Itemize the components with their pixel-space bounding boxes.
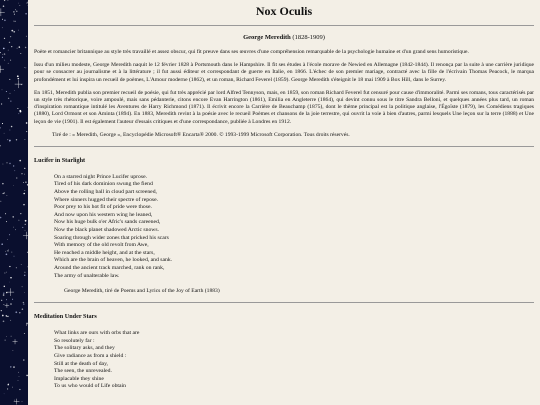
star-dot bbox=[9, 266, 10, 267]
star-dot bbox=[16, 139, 17, 140]
star-dot bbox=[11, 30, 13, 32]
star-dot bbox=[0, 201, 1, 202]
poem-line: He reached a middle height, and at the stars, bbox=[54, 249, 155, 256]
star-dot bbox=[2, 183, 4, 185]
star-dot bbox=[9, 282, 10, 283]
star-dot bbox=[13, 185, 14, 186]
poem-line: Around the ancient track marched, rank on rank, bbox=[54, 264, 165, 271]
star-dot bbox=[10, 277, 11, 278]
star-dot bbox=[17, 108, 18, 109]
star-dot bbox=[19, 389, 20, 390]
star-dot bbox=[13, 350, 14, 351]
star-dot bbox=[19, 110, 21, 112]
star-dot bbox=[3, 304, 4, 305]
star-dot bbox=[23, 193, 25, 195]
star-dot bbox=[6, 253, 8, 255]
star-dot bbox=[11, 252, 12, 253]
star-dot bbox=[23, 304, 24, 305]
sparkle-star bbox=[13, 339, 18, 344]
star-dot bbox=[23, 204, 25, 206]
star-dot bbox=[24, 292, 25, 293]
star-dot bbox=[0, 52, 1, 53]
poem-line: Still at the death of day, bbox=[54, 360, 108, 367]
star-dot bbox=[4, 286, 5, 287]
star-dot bbox=[8, 98, 9, 99]
star-dot bbox=[14, 170, 15, 171]
sparkle-star bbox=[23, 232, 28, 239]
star-dot bbox=[22, 286, 23, 287]
star-dot bbox=[2, 19, 3, 20]
star-dot bbox=[25, 13, 27, 15]
poem-line: With memory of the old revolt from Awe, bbox=[54, 242, 149, 249]
star-dot bbox=[7, 388, 8, 389]
star-dot bbox=[1, 310, 2, 311]
star-dot bbox=[3, 48, 5, 50]
star-dot bbox=[2, 54, 3, 55]
star-dot bbox=[7, 251, 8, 252]
star-dot bbox=[25, 230, 26, 231]
star-dot bbox=[2, 164, 3, 165]
star-dot bbox=[3, 193, 4, 194]
star-dot bbox=[24, 168, 25, 169]
star-dot bbox=[22, 401, 23, 402]
poem-line: Poor prey to his hot fit of pride were those. bbox=[54, 204, 152, 211]
star-dot bbox=[21, 173, 22, 174]
star-dot bbox=[7, 195, 8, 196]
star-dot bbox=[9, 42, 10, 43]
star-dot bbox=[9, 234, 10, 235]
star-dot bbox=[6, 336, 7, 337]
star-dot bbox=[3, 5, 5, 7]
star-dot bbox=[12, 387, 13, 388]
star-dot bbox=[26, 36, 27, 37]
star-dot bbox=[11, 46, 12, 47]
poem-line: The solitary asks, and they bbox=[54, 345, 115, 352]
star-dot bbox=[18, 30, 19, 31]
author-dates: (1828-1909) bbox=[290, 34, 325, 41]
star-dot bbox=[4, 192, 5, 193]
poem-line: On a starred night Prince Lucifer uprose. bbox=[54, 173, 148, 180]
star-dot bbox=[5, 251, 6, 252]
star-dot bbox=[26, 131, 27, 132]
star-dot bbox=[24, 174, 25, 175]
star-dot bbox=[15, 9, 16, 10]
star-dot bbox=[8, 50, 9, 51]
star-dot bbox=[16, 177, 17, 178]
poem-line: The seen, the unrevealed. bbox=[54, 368, 112, 375]
star-dot bbox=[18, 380, 19, 381]
star-dot bbox=[13, 366, 14, 367]
poem-line: And now upon his western wing he leaned, bbox=[54, 211, 153, 218]
star-dot bbox=[26, 375, 28, 377]
star-dot bbox=[18, 372, 19, 373]
star-dot bbox=[13, 11, 14, 12]
star-dot bbox=[24, 272, 25, 273]
poem-line: Give radiance as from a shield : bbox=[54, 352, 127, 359]
star-dot bbox=[10, 101, 11, 102]
star-dot bbox=[15, 311, 17, 313]
star-dot bbox=[27, 2, 28, 3]
star-dot bbox=[12, 216, 13, 217]
star-dot bbox=[9, 163, 10, 164]
author-name: George Meredith bbox=[243, 34, 291, 41]
star-dot bbox=[19, 160, 21, 162]
sparkle-star bbox=[5, 303, 9, 307]
star-dot bbox=[16, 11, 17, 12]
star-dot bbox=[0, 217, 1, 219]
star-dot bbox=[2, 57, 3, 58]
star-dot bbox=[4, 60, 5, 61]
star-dot bbox=[6, 221, 7, 222]
star-dot bbox=[18, 220, 19, 221]
star-dot bbox=[8, 63, 9, 64]
star-dot bbox=[26, 122, 28, 124]
star-dot bbox=[6, 315, 7, 316]
star-dot bbox=[23, 302, 24, 303]
poem-line: So resolutely far : bbox=[54, 337, 95, 344]
star-dot bbox=[15, 21, 16, 22]
star-dot bbox=[4, 53, 6, 55]
star-dot bbox=[13, 31, 15, 33]
bio-paragraph: Issu d'un milieu modeste, George Meredith naquit le 12 février 1828 à Portsmouth dans le Hampshire. Il fit ses études à l'école morave de Newied en Allemagne (1842-1844). Il renonça par la suite à une carrière juridique pour se consacrer au journalisme et à la littérature ; il fut aussi éditeur et correspondant de guerre en Italie, en 1866. L'échec de son premier mariage, contracté avec la fille de l'écrivain Thomas Peacock, le marqua profondément et lui inspira un recueil de poèmes, L'Amour moderne (1862), et un roman, Richard Feverel (1859). George Meredith s'éteignit le 18 mai 1909 à Box Hill, dans le Surrey. bbox=[34, 62, 534, 83]
star-dot bbox=[22, 308, 24, 310]
star-dot bbox=[23, 182, 24, 183]
poem-line: Now his huge bulk o'er Afric's sands careened, bbox=[54, 219, 161, 226]
star-dot bbox=[3, 293, 4, 294]
star-dot bbox=[15, 229, 16, 230]
star-dot bbox=[27, 266, 28, 267]
star-dot bbox=[1, 300, 2, 301]
star-dot bbox=[19, 46, 20, 47]
star-dot bbox=[4, 38, 5, 39]
star-dot bbox=[25, 47, 26, 48]
divider bbox=[34, 146, 534, 147]
star-dot bbox=[24, 275, 25, 276]
poem-meditation-under-stars bbox=[54, 330, 534, 391]
star-dot bbox=[4, 393, 5, 394]
star-dot bbox=[3, 320, 5, 322]
star-dot bbox=[5, 213, 6, 214]
poem-line: Implacable they shine bbox=[54, 375, 104, 382]
star-dot bbox=[14, 90, 15, 91]
star-dot bbox=[2, 89, 3, 90]
bio-paragraph: En 1851, Meredith publia son premier recueil de poésie, qui fut très apprécié par lord Alfred Tennyson, mais, en 1859, son roman Richard Feverel fut censuré pour cause d'immoralité. Parmi ses romans, tous caractérisés par un style très rhétorique, voire ampoulé, mais sans pédanterie, citons encore Evan Harrington (1861), Emilia en Angleterre (1864), qui devint connu sous le titre Sandra Belloni, et quelques années plus tard, un roman d'inspiration romantique intitulé les Aventures de Harry Richmond (1871). Il écrivit encore la Carrière de Beauchamp (1875), dont le thème principal est la politique anglaise, l'Égoïste (1879), les Comédiens tragiques (1880), Lord Ormont et son Aminta (1894). En 1883, Meredith revint à la poésie avec le recueil Poèmes et chansons de la joie terrestre, qui ouvrit la voie à bien d'autres, parmi lesquels Une leçon sur la terre (1888) et Une leçon de vie (1901). Il est également l'auteur d'essais critiques et d'une correspondance, publiée à Londres en 1912. bbox=[34, 89, 534, 125]
star-dot bbox=[27, 184, 28, 186]
poem-title: Lucifer in Starlight bbox=[34, 156, 86, 164]
star-dot bbox=[24, 333, 25, 334]
sparkle-star bbox=[15, 80, 23, 88]
star-dot bbox=[24, 139, 25, 140]
star-dot bbox=[0, 127, 1, 128]
poem-line: Now the black planet shadowed Arctic snows. bbox=[54, 226, 160, 233]
star-dot bbox=[24, 190, 25, 191]
star-dot bbox=[7, 139, 8, 140]
star-dot bbox=[20, 53, 21, 54]
sparkle-star bbox=[14, 399, 20, 405]
bio-heading bbox=[34, 34, 534, 41]
star-dot bbox=[1, 243, 3, 245]
star-dot bbox=[8, 249, 9, 250]
page-content bbox=[34, 0, 534, 405]
poem-line: What links are ours with orbs that are bbox=[54, 330, 140, 337]
star-dot bbox=[0, 145, 1, 146]
star-dot bbox=[5, 340, 6, 341]
starfield-background bbox=[0, 0, 28, 405]
star-dot bbox=[10, 36, 11, 37]
star-dot bbox=[4, 273, 5, 274]
star-dot bbox=[4, 133, 5, 134]
poem-line: Which are the brain of heaven, he looked, and sank. bbox=[54, 257, 173, 264]
star-dot bbox=[14, 256, 15, 257]
star-dot bbox=[11, 126, 13, 128]
star-dot bbox=[6, 91, 7, 92]
star-dot bbox=[10, 320, 11, 321]
star-dot bbox=[4, 19, 6, 21]
star-dot bbox=[14, 400, 15, 401]
star-dot bbox=[6, 162, 7, 163]
star-dot bbox=[25, 224, 26, 225]
poem-lucifer-in-starlight bbox=[54, 174, 534, 280]
star-dot bbox=[25, 181, 27, 183]
star-dot bbox=[11, 336, 12, 337]
stars-decoration bbox=[0, 0, 28, 405]
star-dot bbox=[7, 250, 8, 251]
sparkle-star bbox=[0, 8, 5, 16]
star-dot bbox=[2, 27, 3, 28]
star-dot bbox=[25, 67, 26, 68]
star-dot bbox=[4, 0, 5, 1]
star-dot bbox=[10, 366, 11, 367]
source-citation: Tiré de : « Meredith, George », Encyclopédie Microsoft® Encarta® 2000. © 1993-1999 Microsoft Corporation. Tous droits réservés. bbox=[52, 131, 350, 138]
star-dot bbox=[1, 103, 2, 104]
star-dot bbox=[16, 267, 17, 268]
star-dot bbox=[18, 78, 20, 80]
star-dot bbox=[18, 3, 19, 4]
star-dot bbox=[26, 3, 27, 4]
star-dot bbox=[19, 5, 20, 6]
page-title: Nox Oculis bbox=[255, 4, 313, 18]
star-dot bbox=[7, 384, 9, 386]
star-dot bbox=[10, 60, 11, 61]
divider bbox=[34, 25, 534, 26]
poem-line: To us who would of Life obtain bbox=[54, 383, 126, 390]
star-dot bbox=[17, 75, 19, 77]
star-dot bbox=[9, 79, 10, 80]
star-dot bbox=[21, 264, 22, 265]
poem-line: Where sinners hugged their spectre of repose. bbox=[54, 196, 159, 203]
star-dot bbox=[6, 272, 7, 273]
star-dot bbox=[17, 48, 18, 49]
star-dot bbox=[13, 165, 14, 166]
star-dot bbox=[13, 227, 14, 228]
star-dot bbox=[10, 93, 11, 94]
sparkle-star bbox=[0, 66, 4, 73]
star-dot bbox=[7, 0, 8, 1]
star-dot bbox=[13, 21, 14, 22]
star-dot bbox=[14, 14, 15, 15]
star-dot bbox=[19, 312, 20, 313]
star-dot bbox=[18, 113, 19, 114]
star-dot bbox=[3, 294, 5, 296]
star-dot bbox=[10, 303, 12, 305]
poem-citation: George Meredith, tiré de Poems and Lyrics of the Joy of Earth (1883) bbox=[64, 288, 220, 295]
star-dot bbox=[25, 220, 27, 222]
poem-line: Above the rolling ball in cloud part screened, bbox=[54, 189, 157, 196]
poem-title: Meditation Under Stars bbox=[34, 313, 97, 321]
star-dot bbox=[2, 123, 3, 124]
poem-line: Tired of his dark dominion swung the fiend bbox=[54, 181, 153, 188]
poem-line: Soaring through wider zones that pricked his scars bbox=[54, 234, 169, 241]
star-dot bbox=[27, 107, 28, 108]
star-dot bbox=[22, 227, 23, 228]
star-dot bbox=[7, 316, 8, 317]
sparkle-star bbox=[6, 288, 14, 296]
star-dot bbox=[12, 299, 13, 300]
star-dot bbox=[6, 299, 7, 300]
star-dot bbox=[10, 130, 11, 131]
star-dot bbox=[19, 376, 20, 377]
bio-paragraph: Poète et romancier britannique au style très travaillé et assez obscur, qui fit preuve dans ses œuvres d'une compréhension remarquable de la psychologie humaine et d'un grand sens humoristique. bbox=[34, 49, 469, 55]
star-dot bbox=[26, 323, 28, 325]
star-dot bbox=[23, 359, 25, 361]
poem-line: The army of unalterable law. bbox=[54, 272, 120, 279]
star-dot bbox=[24, 67, 25, 68]
star-dot bbox=[26, 325, 27, 326]
star-dot bbox=[20, 213, 21, 214]
star-dot bbox=[7, 239, 8, 240]
divider bbox=[34, 302, 534, 303]
star-dot bbox=[2, 315, 4, 317]
star-dot bbox=[9, 141, 10, 142]
star-dot bbox=[9, 140, 11, 142]
star-dot bbox=[27, 252, 28, 253]
